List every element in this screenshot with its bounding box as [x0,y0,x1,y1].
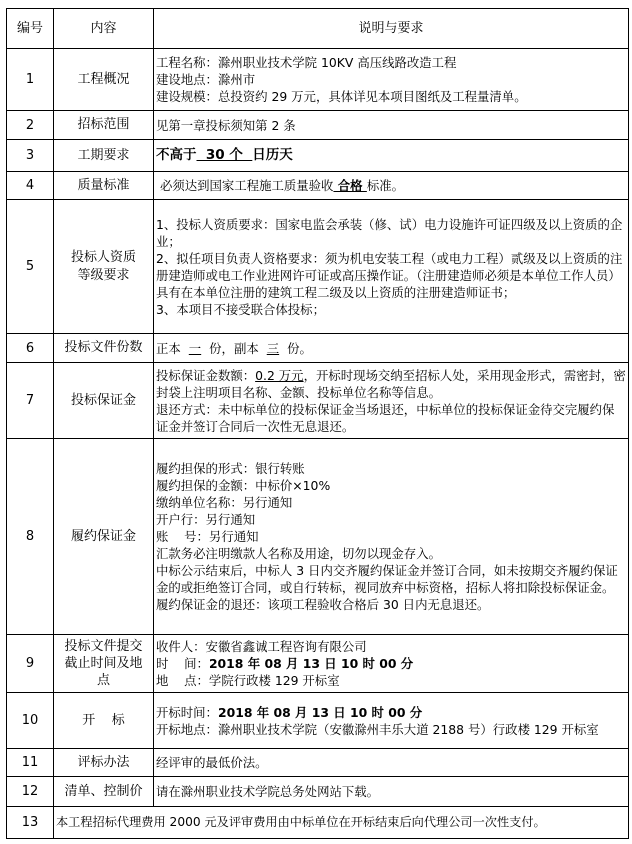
row-description [154,635,629,693]
row-description: 请在滁州职业技术学院总务处网站下载。 [154,777,629,807]
row-description [154,200,629,334]
row-item-line: 等级要求 [77,267,130,283]
row-item-line: 截止时间及地 [64,656,143,671]
guarantee-terms: 中标公示结束后，中标人 3 日内交齐履约保证金并签订合同，如未按期交齐履约保证金的或拒绝签订合同，或自行转标，视同放弃中标资格，招标人将扣除投标保证金。 [156,563,618,595]
row-description [154,140,629,172]
row-number: 6 [7,334,54,363]
tender-info-table [6,8,629,839]
table-row [7,439,629,635]
row-number: 7 [7,363,54,439]
agency-fee-note: 本工程招标代理费用 2000 元及评审费用由中标单位在开标结束后向代理公司一次性支付。 [54,807,629,839]
project-name: 工程名称：滁州职业技术学院 10KV 高压线路改造工程 [156,55,457,70]
table-row [7,363,629,439]
qualification-req-1: 1、投标人资质要求：国家电监会承装（修、试）电力设施许可证四级及以上资质的企业； [156,216,623,249]
row-item [54,635,154,693]
row-item-line: 投标文件提交 [64,639,143,654]
row-item: 投标文件份数 [54,334,154,363]
row-item: 投标保证金 [54,363,154,439]
submission-location: 地 点：学院行政楼 129 开标室 [156,673,340,688]
bid-bond-label: 投标保证金数额： [156,367,256,383]
row-item: 开 标 [54,693,154,749]
row-description [154,172,629,200]
row-number: 3 [7,140,54,172]
bank-name: 开户行：另行通知 [156,512,256,527]
row-number: 4 [7,172,54,200]
table-row [7,635,629,693]
remittance-note: 汇款务必注明缴款人名称及用途，切勿以现金存入。 [156,546,441,561]
guarantee-refund: 履约保证金的退还：该项工程验收合格后 30 日内无息退还。 [156,597,490,612]
deadline-value: 2018 年 08 月 13 日 10 时 00 分 [208,656,414,671]
deadline-label: 时 间： [156,656,209,671]
copy-count: 三 [266,340,280,356]
account-number: 账 号：另行通知 [156,529,259,544]
row-item-line: 投标人资质 [70,249,136,265]
row-item: 评标办法 [54,749,154,777]
table-row [7,200,629,334]
header-description: 说明与要求 [154,9,629,49]
bid-bond-refund: 退还方式：未中标单位的投标保证金当场退还，中标单位的投标保证金待交完履约保证金并签订合同后一次性无息退还。 [156,401,615,434]
payee-name: 缴纳单位名称：另行通知 [156,495,293,510]
quality-prefix: 必须达到国家工程施工质量验收 [156,178,334,193]
table-row [7,111,629,140]
opening-time-label: 开标时间： [156,704,218,720]
bid-bond-method: ，开标时现场交纳至招标人处，采用现金形式，需密封，密封袋上注明项目名称、金额、投标单位名称等信息。 [156,367,626,400]
original-label: 正本 [156,340,181,356]
original-count: 一 [188,340,202,356]
opening-time [156,704,626,721]
row-number: 1 [7,49,54,111]
guarantee-form: 履约担保的形式：银行转账 [156,461,305,476]
copy-label: 份，副本 [209,340,259,356]
row-number: 10 [7,693,54,749]
header-content: 内容 [54,9,154,49]
duration-value: 30 个 [196,147,253,163]
qualification-req-3: 3、本项目不接受联合体投标； [156,301,325,317]
row-number: 11 [7,749,54,777]
recipient: 收件人：安徽省鑫诚工程咨询有限公司 [156,639,367,654]
duration-suffix: 日历天 [252,147,293,163]
row-item: 履约保证金 [54,439,154,635]
qualification-req-2: 2、拟任项目负责人资格要求：须为机电安装工程（或电力工程）贰级及以上资质的注册建造师或电工作业进网许可证或高压操作证。（注册建造师必须是本单位工作人员）具有在本单位注册的建筑工程二级及以上资质的注册建造师证书； [156,250,623,300]
bid-bond-amount [156,367,626,401]
row-item: 清单、控制价 [54,777,154,807]
project-location: 建设地点：滁州市 [156,72,256,87]
header-row [7,9,629,49]
row-description [154,334,629,363]
row-item: 工期要求 [54,140,154,172]
table-row [7,172,629,200]
row-item: 招标范围 [54,111,154,140]
quality-value: 合格 [333,178,367,193]
row-number: 12 [7,777,54,807]
row-number: 9 [7,635,54,693]
guarantee-amount: 履约担保的金额：中标价×10% [156,478,331,493]
opening-location: 开标地点：滁州职业技术学院（安徽滁州丰乐大道 2188 号）行政楼 129 开标室 [156,721,599,737]
row-description [154,49,629,111]
bid-bond-value: 0.2 万元 [255,367,304,383]
row-description [154,693,629,749]
table-row [7,49,629,111]
copy-suffix: 份。 [287,340,312,356]
row-number: 5 [7,200,54,334]
row-number: 13 [7,807,54,839]
quality-suffix: 标准。 [366,178,405,193]
deadline-time [156,655,626,672]
row-number: 8 [7,439,54,635]
table-row [7,749,629,777]
row-description: 经评审的最低价法。 [154,749,629,777]
opening-time-value: 2018 年 08 月 13 日 10 时 00 分 [217,704,423,720]
row-item-line: 点 [96,673,110,688]
duration-prefix: 不高于 [156,147,197,163]
row-item [54,200,154,334]
project-scale: 建设规模：总投资约 29 万元，具体详见本项目图纸及工程量清单。 [156,89,527,104]
table-row [7,334,629,363]
row-description [154,439,629,635]
row-number: 2 [7,111,54,140]
header-number: 编号 [7,9,54,49]
row-item: 工程概况 [54,49,154,111]
bid-scope-text: 见第一章投标须知第 2 条 [156,117,296,133]
table-row [7,693,629,749]
table-row [7,807,629,839]
table-row [7,777,629,807]
table-row [7,140,629,172]
row-item: 质量标准 [54,172,154,200]
row-description [154,363,629,439]
row-description [154,111,629,140]
